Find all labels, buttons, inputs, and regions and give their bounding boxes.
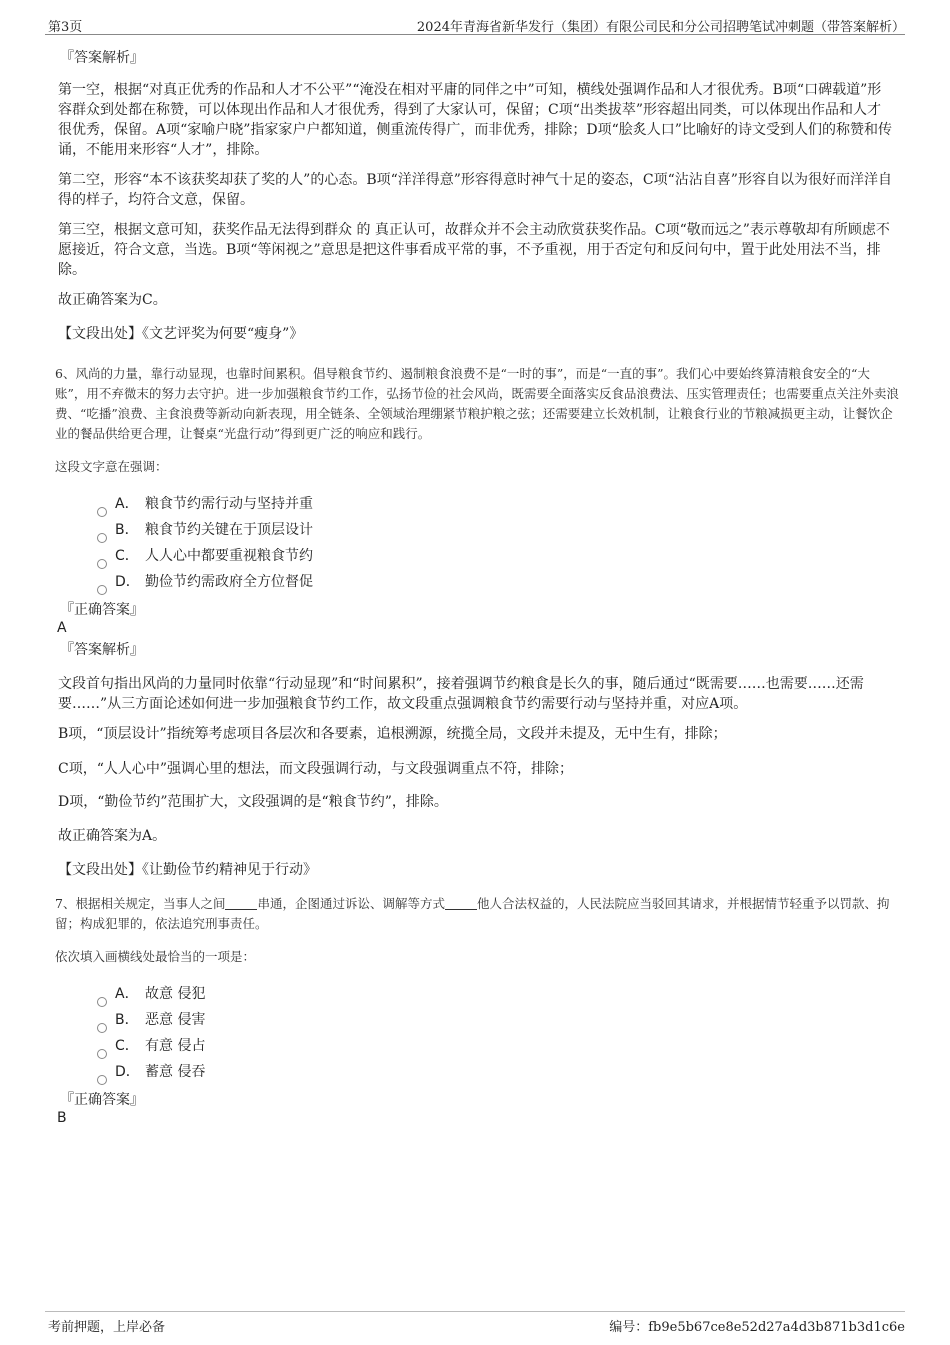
- document-id: 编号：fb9e5b67ce8e52d27a4d3b871b3d1c6e: [609, 1320, 905, 1335]
- q7-option-b[interactable]: B． 恶意 侵害: [97, 1010, 205, 1030]
- q6-answer: A: [57, 620, 67, 636]
- fill-blank-1: [225, 895, 257, 910]
- document-title: 2024年青海省新华发行（集团）有限公司民和分公司招聘笔试冲刺题（带答案解析）: [416, 20, 905, 35]
- q6-analysis-para4: D项，“勤俭节约”范围扩大，文段强调的是“粮食节约”，排除。: [58, 794, 448, 810]
- q5-analysis-para2: 第二空，形容“本不该获奖却获了奖的人”的心态。B项“洋洋得意”形容得意时神气十足的姿态，C项“沾沾自喜”形容自以为很好而洋洋自得的样子，均符合文意，保留。: [58, 172, 892, 208]
- q7-option-d[interactable]: D． 蓄意 侵吞: [97, 1062, 205, 1082]
- q7-prompt: 依次填入画横线处最恰当的一项是：: [55, 949, 256, 964]
- radio-icon[interactable]: [97, 559, 107, 569]
- radio-icon[interactable]: [97, 585, 107, 595]
- page-number: 第3页: [48, 20, 83, 35]
- q5-analysis-para1: 第一空，根据“对真正优秀的作品和人才不公平”“淹没在相对平庸的同伴之中”可知，横线处强调作品和人才很优秀。B项“口碑载道”形容群众到处都在称赞，可以体现出作品和人才很优秀，得到了大家认可，保留；C项“出类拔萃”形容超出同类，可以体现出作品和人才很优秀，保留。A项“家喻户晓”指家家户户都知道，侧重流传得广，而非优秀，排除；D项“脍炙人口”比喻好的诗文受到人们的称赞和传诵，不能用来形容“人才”，排除。: [58, 82, 892, 158]
- q7-option-c[interactable]: C． 有意 侵占: [97, 1036, 205, 1056]
- q6-option-c[interactable]: C． 人人心中都要重视粮食节约: [97, 546, 313, 566]
- q7-answer-label: 『正确答案』: [60, 1092, 144, 1108]
- q6-prompt: 这段文字意在强调：: [55, 459, 168, 474]
- radio-icon[interactable]: [97, 1075, 107, 1085]
- radio-icon[interactable]: [97, 1049, 107, 1059]
- q6-analysis-label: 『答案解析』: [60, 642, 144, 658]
- radio-icon[interactable]: [97, 507, 107, 517]
- q5-conclusion: 故正确答案为C。: [58, 292, 167, 308]
- q7-stem: 7、根据相关规定，当事人之间 串通，企图通过诉讼、调解等方式 他人合法权益的，人民法院应当驳回其请求，并根据情节轻重予以罚款、拘留；构成犯罪的，依法追究刑事责任。: [55, 896, 890, 931]
- page-footer: [45, 1311, 905, 1336]
- q7-option-a[interactable]: A． 故意 侵犯: [97, 984, 205, 1004]
- q6-source: 【文段出处】《让勤俭节约精神见于行动》: [58, 862, 317, 878]
- q6-analysis-para2: B项，“顶层设计”指统筹考虑项目各层次和各要素，追根溯源，统揽全局，文段并未提及，无中生有，排除；: [58, 726, 727, 742]
- radio-icon[interactable]: [97, 997, 107, 1007]
- footer-slogan: 考前押题，上岸必备: [48, 1320, 166, 1335]
- q6-answer-label: 『正确答案』: [60, 602, 144, 618]
- radio-icon[interactable]: [97, 533, 107, 543]
- q7-answer: B: [57, 1110, 67, 1126]
- q6-option-b[interactable]: B． 粮食节约关键在于顶层设计: [97, 520, 313, 540]
- page-header: [45, 14, 905, 35]
- radio-icon[interactable]: [97, 1023, 107, 1033]
- q6-option-d[interactable]: D． 勤俭节约需政府全方位督促: [97, 572, 313, 592]
- q6-analysis-para3: C项，“人人心中”强调心里的想法，而文段强调行动，与文段强调重点不符，排除；: [58, 761, 574, 777]
- q6-analysis-para1: 文段首句指出风尚的力量同时依靠“行动显现”和“时间累积”，接着强调节约粮食是长久的事，随后通过“既需要……也需要……还需要……”从三方面论述如何进一步加强粮食节约工作，故文段重点强调粮食节约需要行动与坚持并重，对应A项。: [58, 676, 864, 712]
- q5-analysis-label: 『答案解析』: [60, 50, 144, 66]
- q5-analysis-para3: 第三空，根据文意可知，获奖作品无法得到群众 的 真正认可，故群众并不会主动欣赏获奖作品。C项“敬而远之”表示尊敬却有所顾虑不愿接近，符合文意，当选。B项“等闲视之”意思是把这件事看成平常的事，不予重视，用于否定句和反问句中，置于此处用法不当，排除。: [58, 222, 890, 278]
- q6-stem: 6、风尚的力量，靠行动显现，也靠时间累积。倡导粮食节约、遏制粮食浪费不是“一时的事”，而是“一直的事”。我们心中要始终算清粮食安全的“大账”，用不弃微末的努力去守护。进一步加强粮食节约工作，弘扬节俭的社会风尚，既需要全面落实反食品浪费法、压实管理责任；也需要重点关注外卖浪费、“吃播”浪费、主食浪费等新动向新表现，用全链条、全领域治理绷紧节粮护粮之弦；还需要建立长效机制，让粮食行业的节粮减损更主动，让餐饮企业的餐品供给更合理，让餐桌“光盘行动”得到更广泛的响应和践行。: [55, 366, 899, 441]
- fill-blank-2: [445, 895, 477, 910]
- q6-conclusion: 故正确答案为A。: [58, 828, 167, 844]
- q6-option-a[interactable]: A． 粮食节约需行动与坚持并重: [97, 494, 313, 514]
- q5-source: 【文段出处】《文艺评奖为何要“瘦身”》: [58, 326, 304, 342]
